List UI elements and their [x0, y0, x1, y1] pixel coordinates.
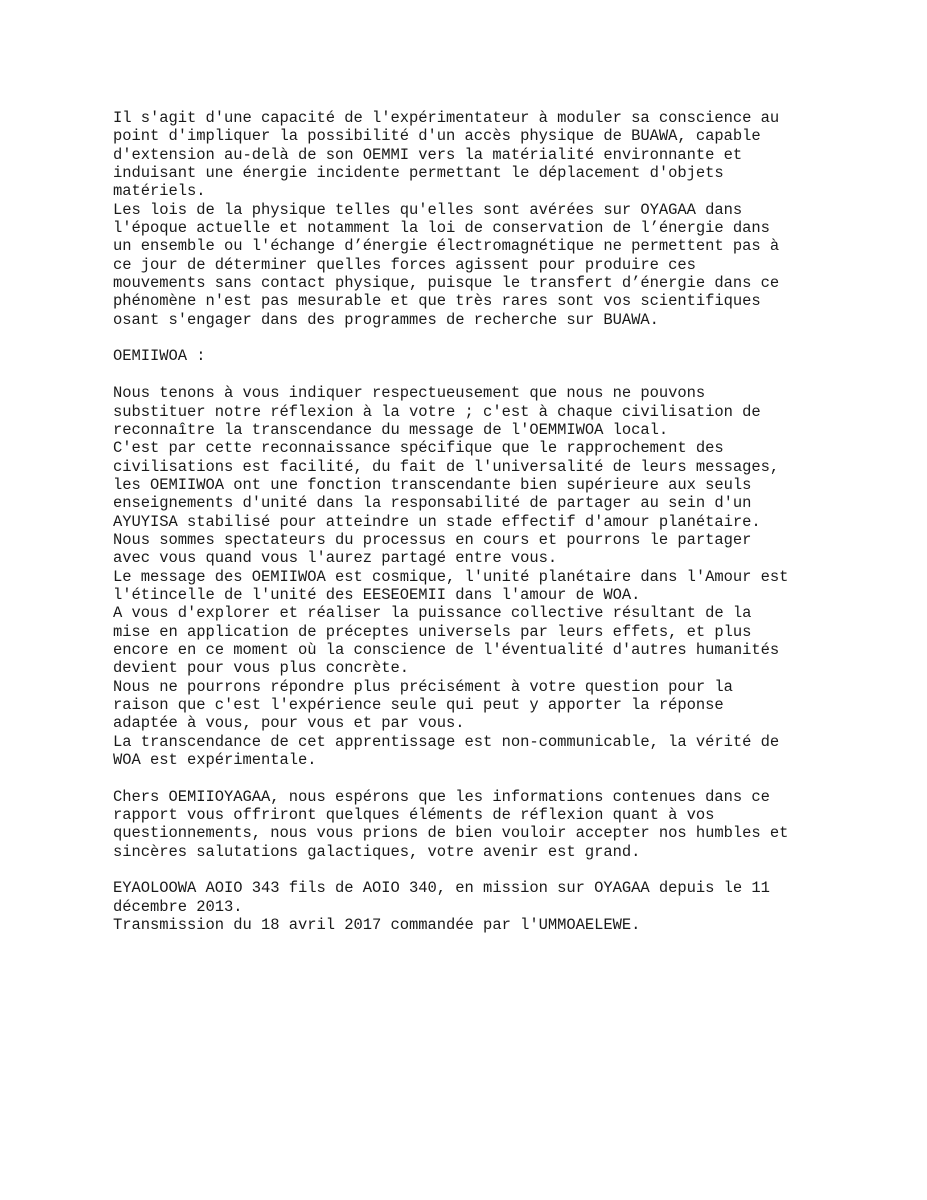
text-line: Les lois de la physique telles qu'elles sont avérées sur OYAGAA dans	[113, 200, 743, 219]
text-line: reconnaître la transcendance du message de l'OEMMIWOA local.	[113, 420, 669, 439]
text-line: substituer notre réflexion à la votre ; c'est à chaque civilisation de	[113, 402, 761, 421]
text-line: mise en application de préceptes universels par leurs effets, et plus	[113, 622, 752, 641]
text-line: adaptée à vous, pour vous et par vous.	[113, 714, 465, 733]
text-line: Nous ne pourrons répondre plus précisément à votre question pour la	[113, 677, 733, 696]
document-body	[113, 109, 833, 934]
text-line: avec vous quand vous l'aurez partagé entre vous.	[113, 549, 558, 568]
text-line: WOA est expérimentale.	[113, 751, 317, 770]
blank-line	[113, 366, 833, 384]
text-line: l'époque actuelle et notamment la loi de conservation de l’énergie dans	[113, 219, 770, 238]
text-line: C'est par cette reconnaissance spécifique que le rapprochement des	[113, 439, 724, 458]
text-line: Le message des OEMIIWOA est cosmique, l'unité planétaire dans l'Amour est	[113, 567, 789, 586]
blank-line	[113, 861, 833, 879]
text-line: osant s'engager dans des programmes de recherche sur BUAWA.	[113, 310, 659, 329]
text-line: décembre 2013.	[113, 897, 243, 916]
text-line: Nous sommes spectateurs du processus en cours et pourrons le partager	[113, 530, 752, 549]
text-line: Il s'agit d'une capacité de l'expérimentateur à moduler sa conscience au	[113, 109, 780, 127]
text-line: La transcendance de cet apprentissage est non-communicable, la vérité de	[113, 732, 780, 751]
text-line: encore en ce moment où la conscience de l'éventualité d'autres humanités	[113, 640, 780, 659]
text-line: devient pour vous plus concrète.	[113, 659, 410, 678]
text-line: matériels.	[113, 182, 206, 201]
text-line: A vous d'explorer et réaliser la puissance collective résultant de la	[113, 604, 752, 623]
text-line: d'extension au-delà de son OEMMI vers la matérialité environnante et	[113, 145, 743, 164]
text-line: AYUYISA stabilisé pour atteindre un stade effectif d'amour planétaire.	[113, 512, 761, 531]
text-line: civilisations est facilité, du fait de l'universalité de leurs messages,	[113, 457, 780, 476]
text-line: un ensemble ou l'échange d’énergie électromagnétique ne permettent pas à	[113, 237, 780, 256]
text-line: mouvements sans contact physique, puisque le transfert d’énergie dans ce	[113, 274, 780, 293]
text-line: OEMIIWOA :	[113, 347, 206, 366]
text-line: raison que c'est l'expérience seule qui peut y apporter la réponse	[113, 696, 724, 714]
text-line: questionnements, nous vous prions de bien vouloir accepter nos humbles et	[113, 824, 789, 843]
text-line: l'étincelle de l'unité des EESEOEMII dans l'amour de WOA.	[113, 585, 641, 604]
text-line: ce jour de déterminer quelles forces agissent pour produire ces	[113, 255, 696, 274]
text-line: les OEMIIWOA ont une fonction transcendante bien supérieure aux seuls	[113, 475, 752, 494]
text-line: point d'impliquer la possibilité d'un accès physique de BUAWA, capable	[113, 127, 761, 146]
text-line: Transmission du 18 avril 2017 commandée par l'UMMOAELEWE.	[113, 916, 641, 935]
blank-line	[113, 329, 833, 347]
text-line: phénomène n'est pas mesurable et que très rares sont vos scientifiques	[113, 292, 761, 311]
text-line: rapport vous offriront quelques éléments de réflexion quant à vos	[113, 806, 715, 825]
text-line: Chers OEMIIOYAGAA, nous espérons que les informations contenues dans ce	[113, 787, 770, 806]
text-line: Nous tenons à vous indiquer respectueusement que nous ne pouvons	[113, 384, 706, 403]
blank-line	[113, 769, 833, 787]
text-line: sincères salutations galactiques, votre avenir est grand.	[113, 842, 641, 861]
text-line: induisant une énergie incidente permettant le déplacement d'objets	[113, 164, 724, 183]
text-line: EYAOLOOWA AOIO 343 fils de AOIO 340, en mission sur OYAGAA depuis le 11	[113, 879, 770, 898]
text-line: enseignements d'unité dans la responsabilité de partager au sein d'un	[113, 494, 752, 513]
